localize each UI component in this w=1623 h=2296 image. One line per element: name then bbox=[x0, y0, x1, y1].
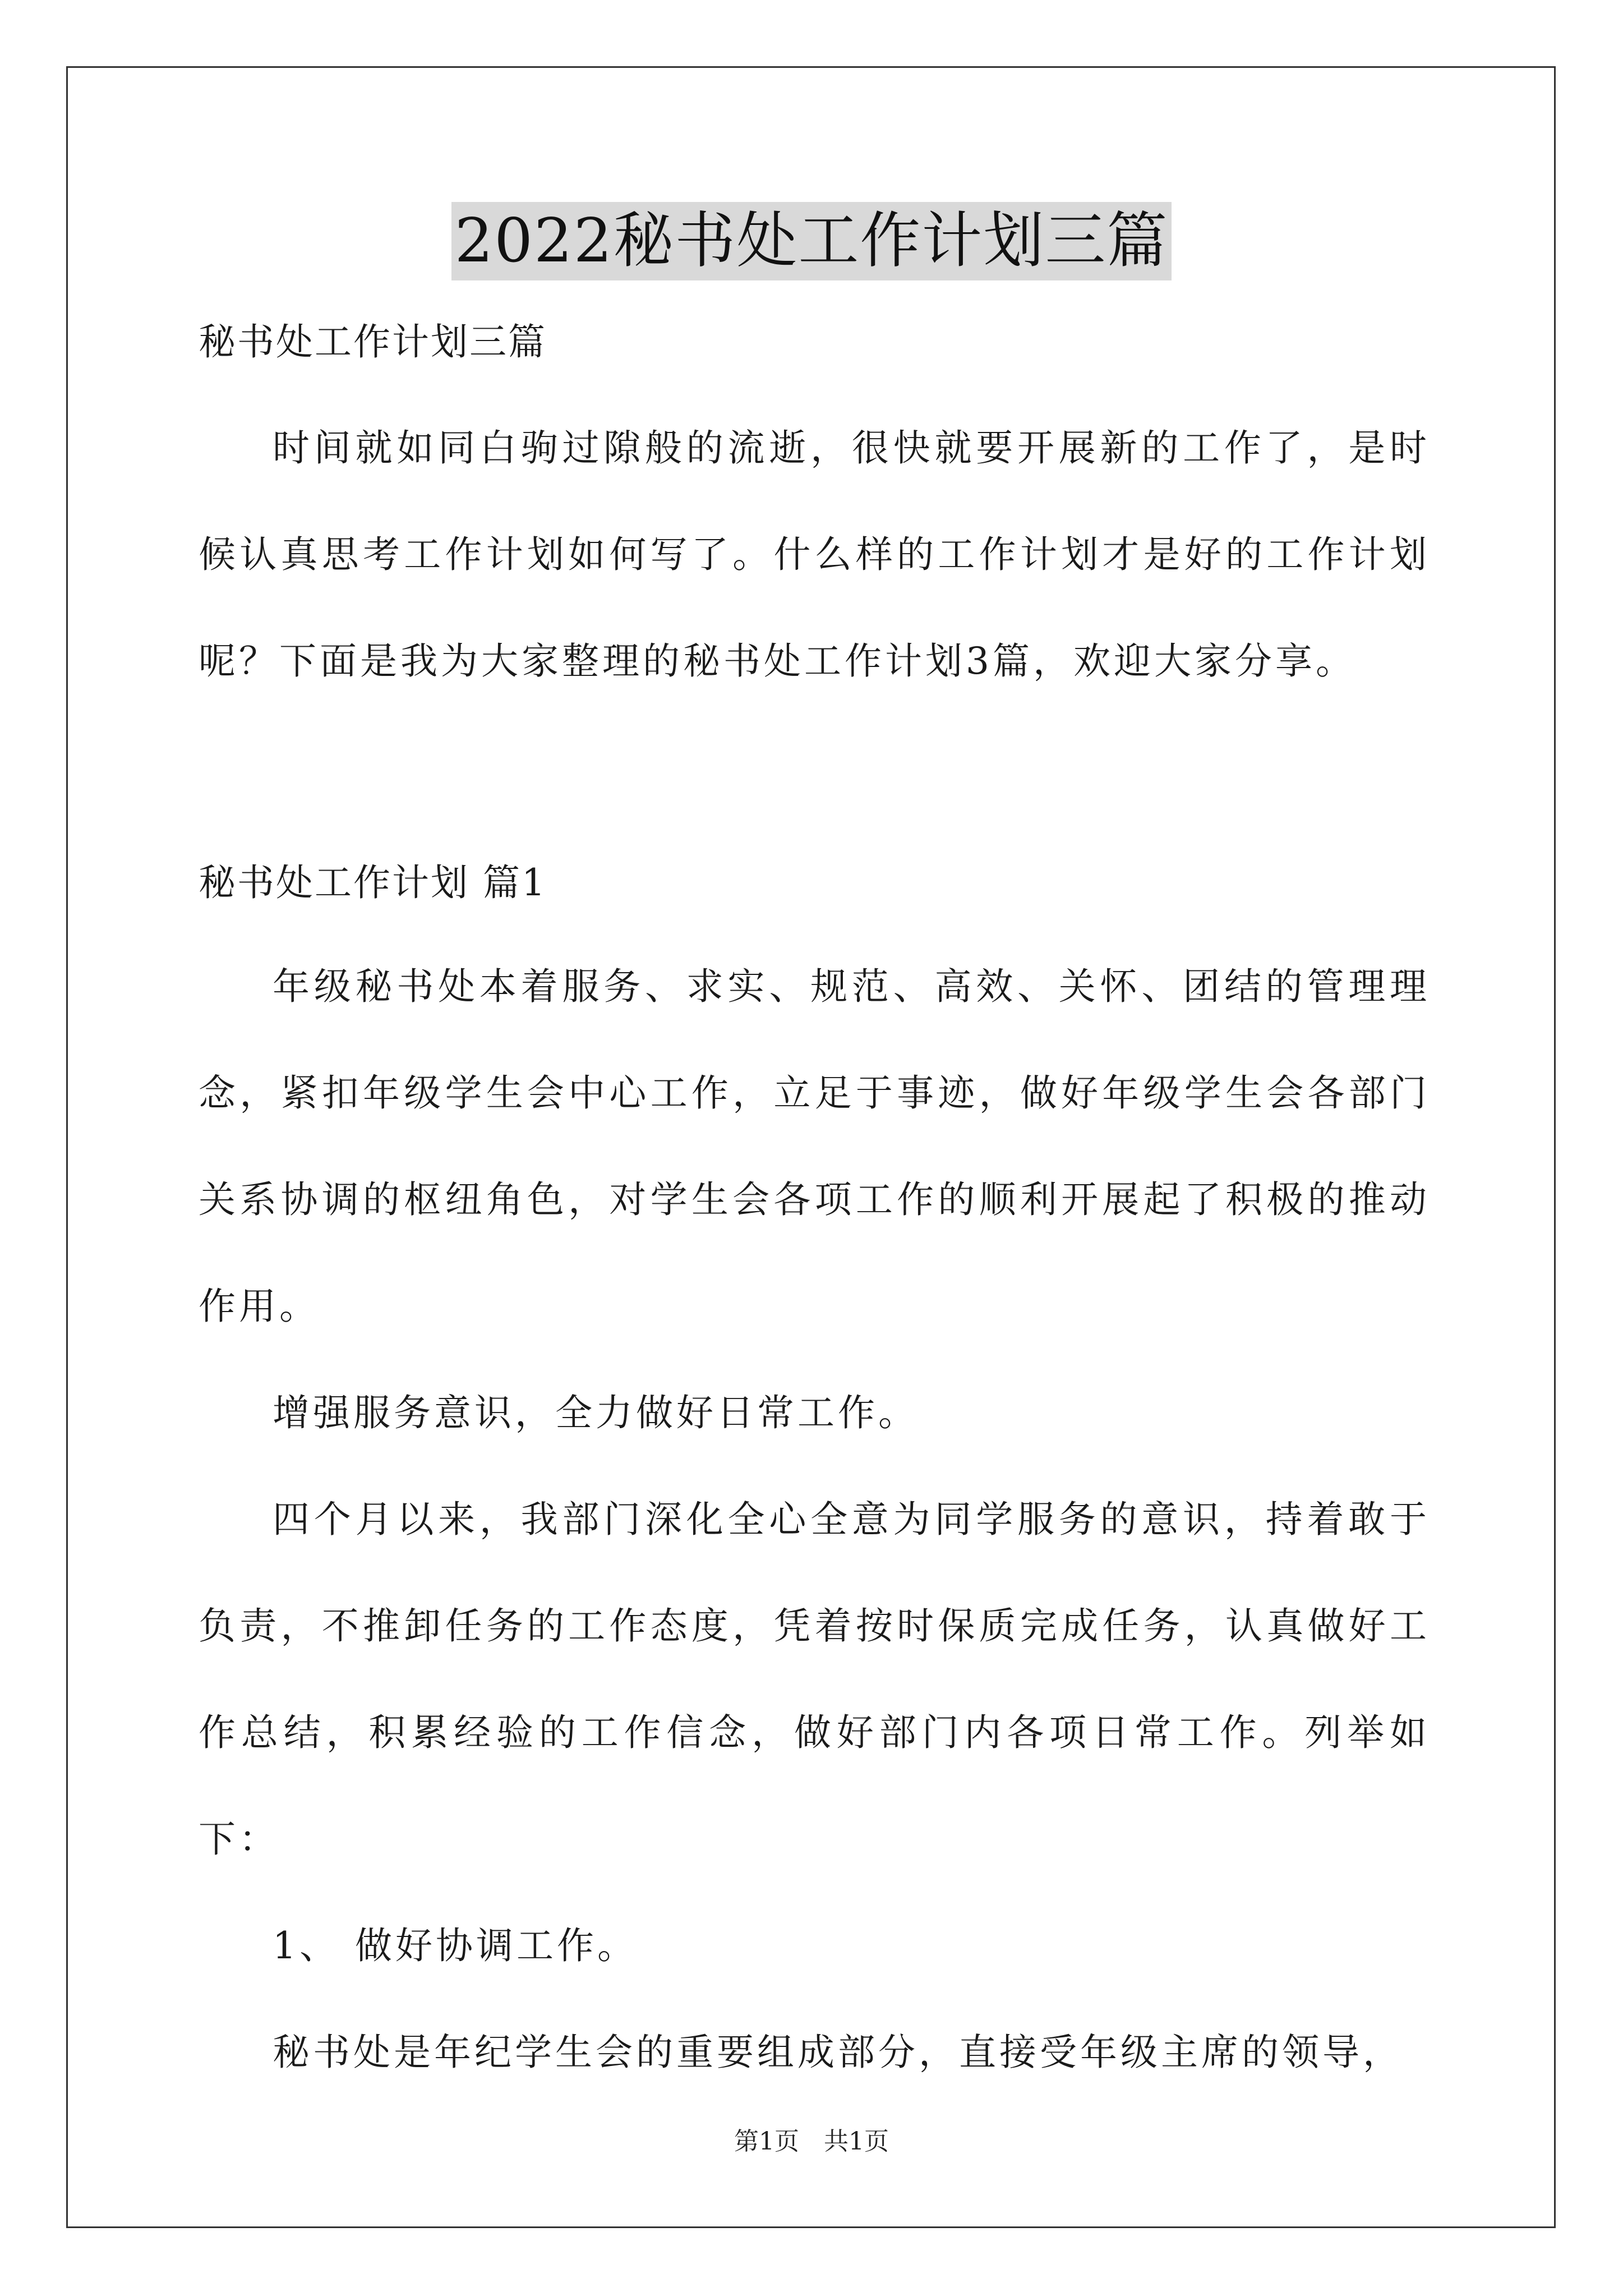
page-number-total: 共1页 bbox=[824, 2127, 889, 2156]
intro-paragraph: 时间就如同白驹过隙般的流逝，很快就要开展新的工作了，是时候认真思考工作计划如何写了。什么样的工作计划才是好的工作计划呢？下面是我为大家整理的秘书处工作计划3篇，欢迎大家分享。 bbox=[199, 426, 1430, 683]
section1-paragraph-4: 1、 做好协调工作。 bbox=[273, 1924, 638, 1967]
document-body bbox=[199, 314, 1430, 2106]
page-footer bbox=[0, 2125, 1623, 2159]
section1-paragraph-1: 年级秘书处本着服务、求实、规范、高效、关怀、团结的管理理念，紧扣年级学生会中心工作，立足于事迹，做好年级学生会各部门关系协调的枢纽角色，对学生会各项工作的顺利开展起了积极的推动作用。 bbox=[199, 965, 1430, 1328]
page-number-current: 第1页 bbox=[734, 2127, 799, 2156]
section1-paragraph-5: 秘书处是年纪学生会的重要组成部分，直接受年级主席的领导， bbox=[273, 2031, 1403, 2074]
document-subtitle: 秘书处工作计划三篇 bbox=[199, 320, 547, 364]
title-container bbox=[0, 202, 1623, 280]
section-heading: 秘书处工作计划 篇1 bbox=[199, 861, 547, 904]
document-title: 2022秘书处工作计划三篇 bbox=[451, 202, 1172, 280]
section1-paragraph-3: 四个月以来，我部门深化全心全意为同学服务的意识，持着敢于负责，不推卸任务的工作态度，凭着按时保质完成任务，认真做好工作总结，积累经验的工作信念，做好部门内各项日常工作。列举如下： bbox=[199, 1498, 1430, 1861]
section1-paragraph-2: 增强服务意识，全力做好日常工作。 bbox=[273, 1391, 919, 1434]
